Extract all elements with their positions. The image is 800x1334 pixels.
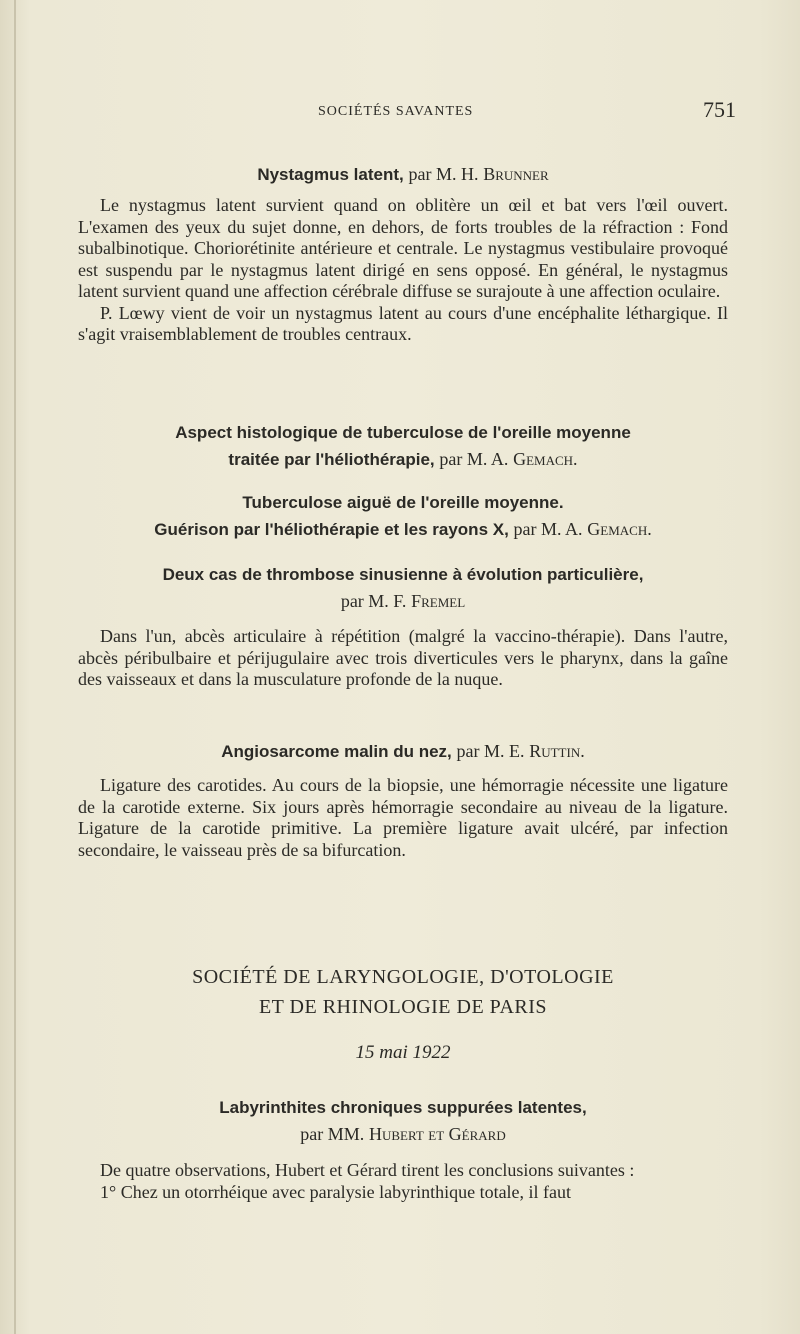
paragraph: Le nystagmus latent survient quand on oblitère un œil et bat vers l'œil ouvert. L'examen des yeux du sujet donne, en dehors, de forts troubles de la réfraction : Fond subalbinotique. Choriorétinite antérieure et centrale. Le nystagmus vestibulaire provoqué est suspendu par le nystagmus latent dirigé en sens opposé. En général, le nystagmus latent survient quand une affection cérébrale diffuse se surajoute à une affection oculaire. xyxy=(78,195,728,301)
article-title-line: Labyrinthites chroniques suppurées latentes, xyxy=(219,1098,587,1117)
article-body-angiosarcome xyxy=(78,775,728,861)
article-title-text: Guérison par l'héliothérapie et les rayons X, xyxy=(154,520,509,539)
article-title-nystagmus xyxy=(78,161,728,188)
page-binding-edge xyxy=(14,0,16,1334)
article-by: par M. A. xyxy=(513,519,583,539)
running-head: SOCIÉTÉS SAVANTES xyxy=(318,104,474,119)
article-title-line2 xyxy=(78,1121,728,1148)
article-body-labyrinthites xyxy=(78,1160,728,1203)
paragraph: De quatre observations, Hubert et Gérard tirent les conclusions suivantes : xyxy=(100,1160,635,1180)
article-title-text: Angiosarcome malin du nez, xyxy=(221,742,452,761)
article-body-nystagmus xyxy=(78,195,728,346)
article-by: par M. E. xyxy=(456,741,525,761)
article-title-text: traitée par l'héliothérapie, xyxy=(228,450,435,469)
page-number: 751 xyxy=(703,97,736,122)
article-author: Fremel xyxy=(411,591,466,611)
session-date: 15 mai 1922 xyxy=(355,1042,451,1063)
article-by: par M. A. xyxy=(439,449,509,469)
article-title-line: Deux cas de thrombose sinusienne à évolution particulière, xyxy=(162,565,644,584)
article-author: Gemach. xyxy=(587,519,652,539)
paragraph: Dans l'un, abcès articulaire à répétition (malgré la vaccino-thérapie). Dans l'autre, abcès péribulbaire et périjugulaire avec trois diverticules vers le pharynx, dans la gaîne des vaisseaux et dans la musculature profonde de la nuque. xyxy=(78,626,728,689)
society-heading-line1: SOCIÉTÉ DE LARYNGOLOGIE, D'OTOLOGIE xyxy=(192,966,614,988)
article-title-text: Nystagmus latent, xyxy=(257,165,404,184)
paragraph: Ligature des carotides. Au cours de la biopsie, une hémorragie nécessite une ligature de la carotide externe. Six jours après hémorragie secondaire au niveau de la ligature. Ligature de la carotide primitive. La première ligature avait ulcéré, par infection secondaire, le vaisseau près de sa bifurcation. xyxy=(78,775,728,860)
society-heading xyxy=(78,962,728,1022)
article-title-line2 xyxy=(78,516,728,543)
article-title-tuberculose-aigue xyxy=(78,490,728,543)
paragraph: 1° Chez un otorrhéique avec paralysie labyrinthique totale, il faut xyxy=(100,1181,572,1202)
article-body-thrombose xyxy=(78,626,728,691)
article-title-labyrinthites xyxy=(78,1095,728,1148)
paragraph: P. Lœwy vient de voir un nystagmus latent au cours d'une encéphalite léthargique. Il s'agit vraisemblablement de troubles centraux. xyxy=(78,302,728,344)
article-title-thrombose xyxy=(78,562,728,615)
article-author: Ruttin. xyxy=(529,741,585,761)
article-author: Brunner xyxy=(483,164,549,184)
article-by: par M. H. xyxy=(408,164,479,184)
society-heading-line2: ET DE RHINOLOGIE DE PARIS xyxy=(258,996,548,1018)
article-title-line: Aspect histologique de tuberculose de l'oreille moyenne xyxy=(175,423,631,442)
article-title-line: Tuberculose aiguë de l'oreille moyenne. xyxy=(242,493,564,512)
article-title-aspect-histologique xyxy=(78,420,728,473)
article-by: par MM. xyxy=(300,1124,365,1144)
article-author: Hubert et Gérard xyxy=(368,1124,506,1144)
article-author: Gemach. xyxy=(513,449,578,469)
article-title-line2 xyxy=(78,588,728,615)
article-by: par M. F. xyxy=(340,591,407,611)
article-title-angiosarcome xyxy=(78,738,728,765)
article-title-line2 xyxy=(78,446,728,473)
